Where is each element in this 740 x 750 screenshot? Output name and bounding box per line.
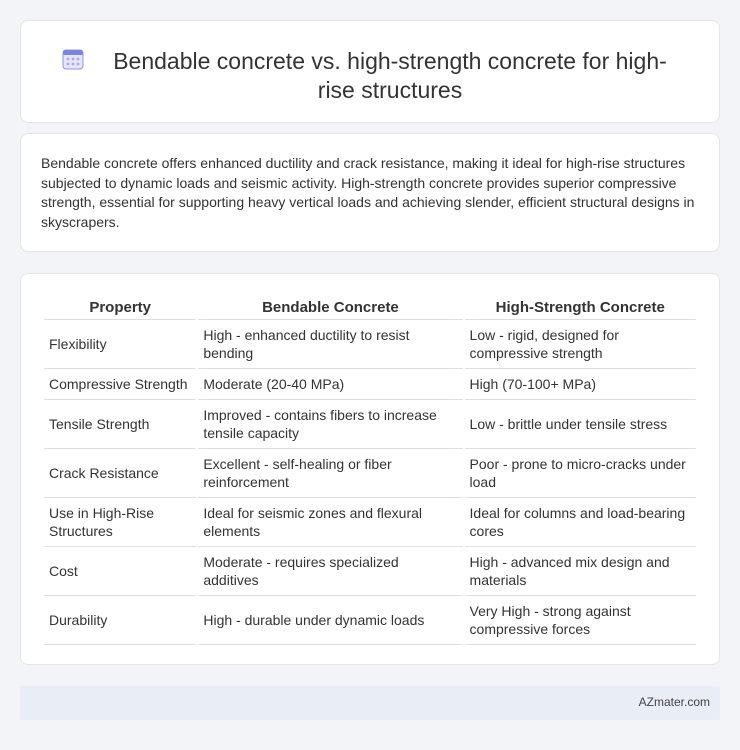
- footer-site-name: AZmater.com: [638, 695, 710, 709]
- table-row: [44, 498, 696, 547]
- row-bendable-value: High - enhanced ductility to resist bending: [198, 320, 462, 369]
- comparison-card: [20, 273, 720, 665]
- row-high-strength-value: Low - brittle under tensile stress: [465, 400, 696, 449]
- row-bendable-value: Ideal for seismic zones and flexural elements: [198, 498, 462, 547]
- row-high-strength-value: Very High - strong against compressive forces: [465, 596, 696, 645]
- page-title: Bendable concrete vs. high-strength concrete for high-rise structures: [113, 48, 667, 103]
- header-property: Property: [44, 296, 196, 320]
- comparison-table: [42, 296, 698, 645]
- row-bendable-value: Moderate (20-40 MPa): [198, 369, 462, 400]
- row-property: Cost: [44, 547, 196, 596]
- row-high-strength-value: High - advanced mix design and materials: [465, 547, 696, 596]
- row-bendable-value: Excellent - self-healing or fiber reinforcement: [198, 449, 462, 498]
- row-high-strength-value: Poor - prone to micro-cracks under load: [465, 449, 696, 498]
- row-high-strength-value: Ideal for columns and load-bearing cores: [465, 498, 696, 547]
- row-property: Crack Resistance: [44, 449, 196, 498]
- intro-card: [20, 133, 720, 252]
- intro-paragraph: Bendable concrete offers enhanced ductility and crack resistance, making it ideal for high-rise structures subjected to dynamic loads and seismic activity. High-strength concrete provides superior compressive strength, essential for supporting heavy vertical loads and achieving slender, efficient structural designs in skyscrapers.: [41, 155, 695, 230]
- table-row: [44, 400, 696, 449]
- row-bendable-value: Improved - contains fibers to increase tensile capacity: [198, 400, 462, 449]
- row-high-strength-value: Low - rigid, designed for compressive strength: [465, 320, 696, 369]
- row-property: Durability: [44, 596, 196, 645]
- table-header-row: [44, 296, 696, 320]
- row-property: Flexibility: [44, 320, 196, 369]
- row-bendable-value: High - durable under dynamic loads: [198, 596, 462, 645]
- table-row: [44, 547, 696, 596]
- row-high-strength-value: High (70-100+ MPa): [465, 369, 696, 400]
- row-property: Compressive Strength: [44, 369, 196, 400]
- row-property: Use in High-Rise Structures: [44, 498, 196, 547]
- header-high-strength-concrete: High-Strength Concrete: [465, 296, 696, 320]
- title-card: [20, 20, 720, 123]
- table-row: [44, 320, 696, 369]
- header-bendable-concrete: Bendable Concrete: [198, 296, 462, 320]
- footer: [20, 686, 720, 720]
- row-bendable-value: Moderate - requires specialized additives: [198, 547, 462, 596]
- row-property: Tensile Strength: [44, 400, 196, 449]
- table-row: [44, 596, 696, 645]
- table-row: [44, 369, 696, 400]
- table-row: [44, 449, 696, 498]
